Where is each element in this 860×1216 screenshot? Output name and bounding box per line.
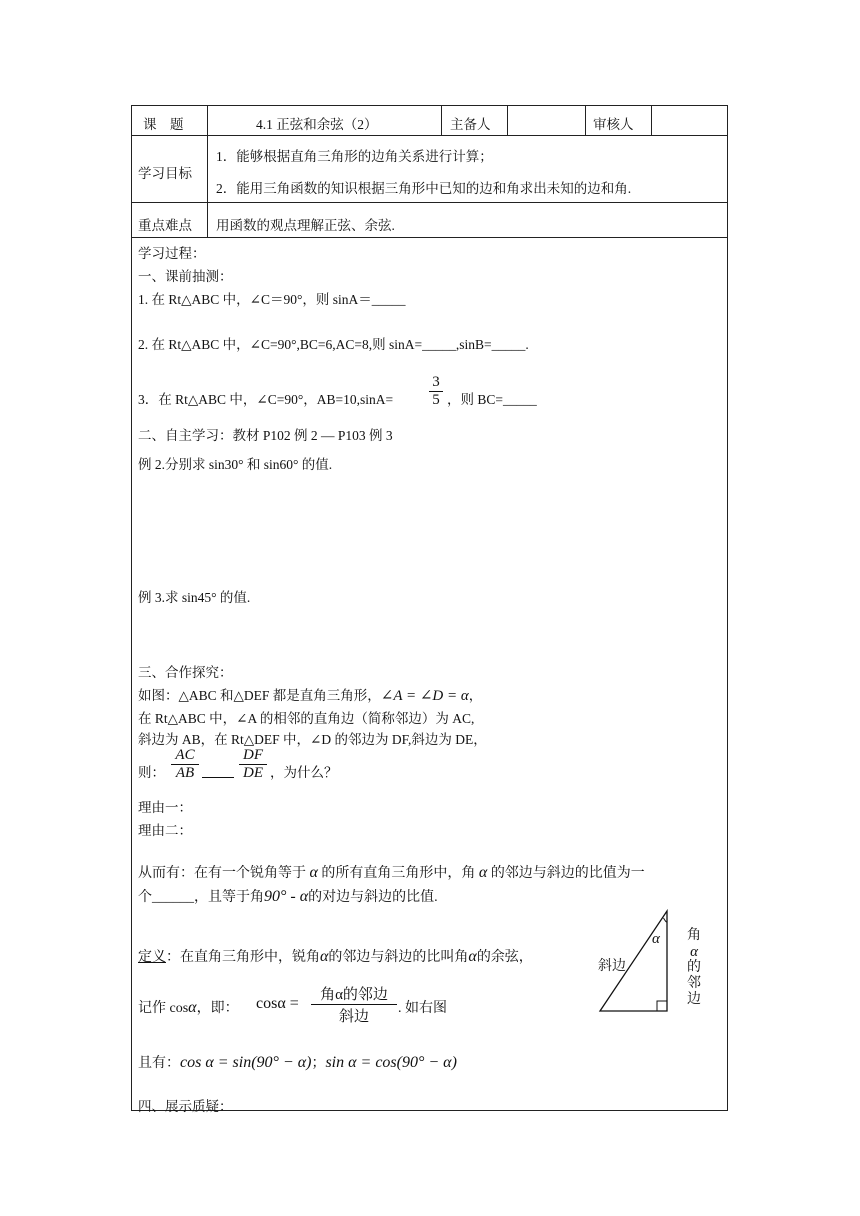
- label-char: 角: [687, 928, 701, 943]
- preparer-label: 主备人: [450, 117, 491, 132]
- conclusion-line-1: [138, 862, 645, 882]
- key-points-text: 用函数的观点理解正弦、余弦.: [216, 218, 395, 233]
- goals-label: 学习目标: [138, 166, 192, 181]
- coop-line-4-prefix: 则：: [138, 765, 165, 780]
- conclusion-text: 个______，且等于角: [138, 890, 264, 905]
- conclusion-text: 的邻边与斜边的比值为一: [490, 866, 645, 881]
- reason-1: 理由一：: [138, 800, 192, 815]
- identity-line: [138, 1052, 457, 1072]
- label-char: 的: [687, 960, 701, 975]
- figure-adjacent-label: [686, 928, 702, 1008]
- fraction-df-de: [239, 747, 267, 782]
- fraction-ac-ab: [171, 747, 199, 782]
- right-angle-mark: [657, 1001, 667, 1011]
- question-3-fraction: [429, 374, 443, 409]
- coop-line-2: 在 Rt△ABC 中，∠A 的相邻的直角边（简称邻边）为 AC,: [138, 711, 475, 726]
- conclusion-line-2: [138, 886, 438, 906]
- coop-line-1: [138, 684, 482, 705]
- row-divider: [131, 135, 728, 136]
- definition-line: [138, 946, 533, 966]
- figure-angle-label: α: [652, 931, 660, 947]
- example-3: 例 3.求 sin45° 的值.: [138, 590, 251, 605]
- fraction-denominator: 5: [432, 392, 440, 408]
- notation-text: ，即：: [196, 1001, 239, 1016]
- notation-text: 记作 cos: [138, 1001, 189, 1016]
- reviewer-label: 审核人: [593, 117, 634, 132]
- cosine-formula-lhs: cosα =: [256, 995, 299, 1012]
- figure-hypotenuse-label: 斜边: [598, 959, 626, 974]
- process-title: 学习过程：: [138, 246, 206, 261]
- question-3-text: 3．在 Rt△ABC 中，∠C=90°，AB=10,sinA=: [138, 392, 394, 407]
- alpha-symbol: α: [309, 864, 318, 881]
- conclusion-text: 的所有直角三角形中，角: [321, 866, 476, 881]
- question-1: 1. 在 Rt△ABC 中，∠C＝90°，则 sinA＝_____: [138, 292, 406, 307]
- definition-text: 的余弦，: [476, 950, 533, 965]
- angle-equality: ∠A = ∠D = α: [380, 688, 469, 704]
- column-divider: [651, 105, 652, 135]
- identity-label: 且有：: [138, 1056, 180, 1071]
- pretest-title: 一、课前抽测：: [138, 269, 233, 284]
- goal-item: 1．能够根据直角三角形的边角关系进行计算；: [216, 149, 493, 164]
- identity-formula-1: cos α = sin(90° − α): [180, 1054, 312, 1071]
- column-divider: [441, 105, 442, 135]
- fraction-denominator: AB: [175, 765, 195, 781]
- topic-value: 4.1 正弦和余弦（2）: [256, 117, 378, 132]
- coop-line-1-tail: ，: [468, 688, 483, 703]
- show-title: 四、展示质疑：: [138, 1099, 233, 1114]
- fraction-denominator: 斜边: [338, 1009, 369, 1025]
- alpha-symbol: α: [320, 948, 329, 965]
- coop-title: 三、合作探究：: [138, 665, 233, 680]
- fraction-numerator: DF: [243, 747, 263, 763]
- definition-text: 的邻边与斜边的比叫角: [328, 950, 469, 965]
- row-divider: [131, 237, 728, 238]
- alpha-symbol: α: [478, 864, 488, 881]
- row-divider: [131, 202, 728, 203]
- fraction-denominator: DE: [243, 765, 263, 781]
- identity-formula-2: sin α = cos(90° − α): [325, 1054, 457, 1071]
- alpha-symbol: α: [468, 948, 477, 965]
- key-points-label: 重点难点: [138, 218, 192, 233]
- conclusion-text: 从而有：在有一个锐角等于: [138, 866, 306, 881]
- goal-item: 2．能用三角函数的知识根据三角形中已知的边和角求出未知的边和角.: [216, 181, 632, 196]
- fraction-numerator: 角α的邻边: [320, 987, 388, 1003]
- self-study-title: 二、自主学习：教材 P102 例 2 — P103 例 3: [138, 428, 393, 443]
- conclusion-text: 的对边与斜边的比值.: [308, 890, 438, 905]
- reason-2: 理由二：: [138, 823, 192, 838]
- alpha-symbol: α: [188, 999, 197, 1016]
- definition-label: 定义: [138, 950, 166, 965]
- notation-line: [138, 997, 239, 1017]
- answer-blank: [202, 777, 234, 778]
- label-char: α: [690, 944, 698, 960]
- definition-text: ：在直角三角形中，锐角: [166, 950, 320, 965]
- label-char: 边: [687, 992, 701, 1007]
- cosine-formula-fraction: [311, 983, 397, 1026]
- column-divider: [585, 105, 586, 135]
- complement-angle: 90° - α: [264, 888, 309, 905]
- column-divider: [207, 105, 208, 237]
- fraction-numerator: AC: [175, 747, 195, 763]
- coop-line-1-text: 如图：△ABC 和△DEF 都是直角三角形，: [138, 688, 381, 703]
- fraction-numerator: 3: [432, 374, 440, 390]
- column-divider: [507, 105, 508, 135]
- coop-line-3: 斜边为 AB，在 Rt△DEF 中，∠D 的邻边为 DF,斜边为 DE，: [138, 732, 487, 747]
- coop-line-4-tail: ，为什么？: [270, 765, 338, 780]
- question-3-tail: ，则 BC=_____: [447, 392, 537, 407]
- identity-separator: ；: [311, 1056, 326, 1071]
- notation-tail: . 如右图: [398, 1001, 447, 1016]
- label-char: 邻: [687, 976, 701, 991]
- example-2: 例 2.分别求 sin30° 和 sin60° 的值.: [138, 457, 333, 472]
- question-2: 2. 在 Rt△ABC 中，∠C=90°,BC=6,AC=8,则 sinA=_____,sinB=_____.: [138, 337, 529, 352]
- topic-label: 课 题: [143, 117, 184, 132]
